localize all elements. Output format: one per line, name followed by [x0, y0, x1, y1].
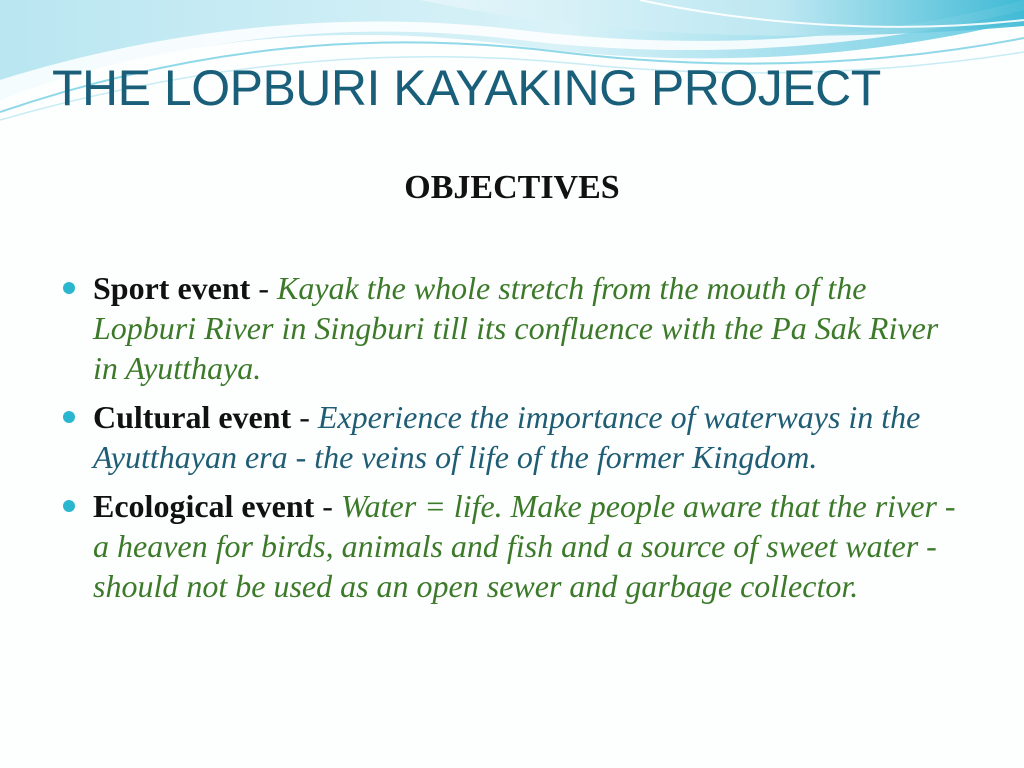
bullet-separator: - [291, 399, 318, 435]
bullet-dot-icon [63, 282, 75, 294]
bullet-label: Sport event [93, 270, 251, 306]
slide-title: THE LOPBURI KAYAKING PROJECT [52, 60, 881, 116]
list-item [60, 268, 960, 388]
bullet-dot-icon [63, 411, 75, 423]
slide-subtitle: OBJECTIVES [404, 169, 620, 206]
list-item [60, 397, 960, 477]
bullet-description: Kayak the whole stretch from the mouth of the Lopburi River in Singburi till its confluence with the Pa Sak River in Ayutthaya. [93, 270, 939, 386]
bullet-description: Experience the importance of waterways in the Ayutthayan era - the veins of life of the former Kingdom. [93, 399, 921, 475]
objectives-list [60, 268, 960, 615]
bullet-separator: - [314, 488, 341, 524]
bullet-separator: - [250, 270, 277, 306]
list-item [60, 486, 960, 606]
bullet-description: Water = life. Make people aware that the river - a heaven for birds, animals and fish and a source of sweet water - should not be used as an open sewer and garbage collector. [93, 488, 956, 604]
bullet-dot-icon [63, 500, 75, 512]
bullet-label: Cultural event [93, 399, 292, 435]
bullet-label: Ecological event [93, 488, 315, 524]
